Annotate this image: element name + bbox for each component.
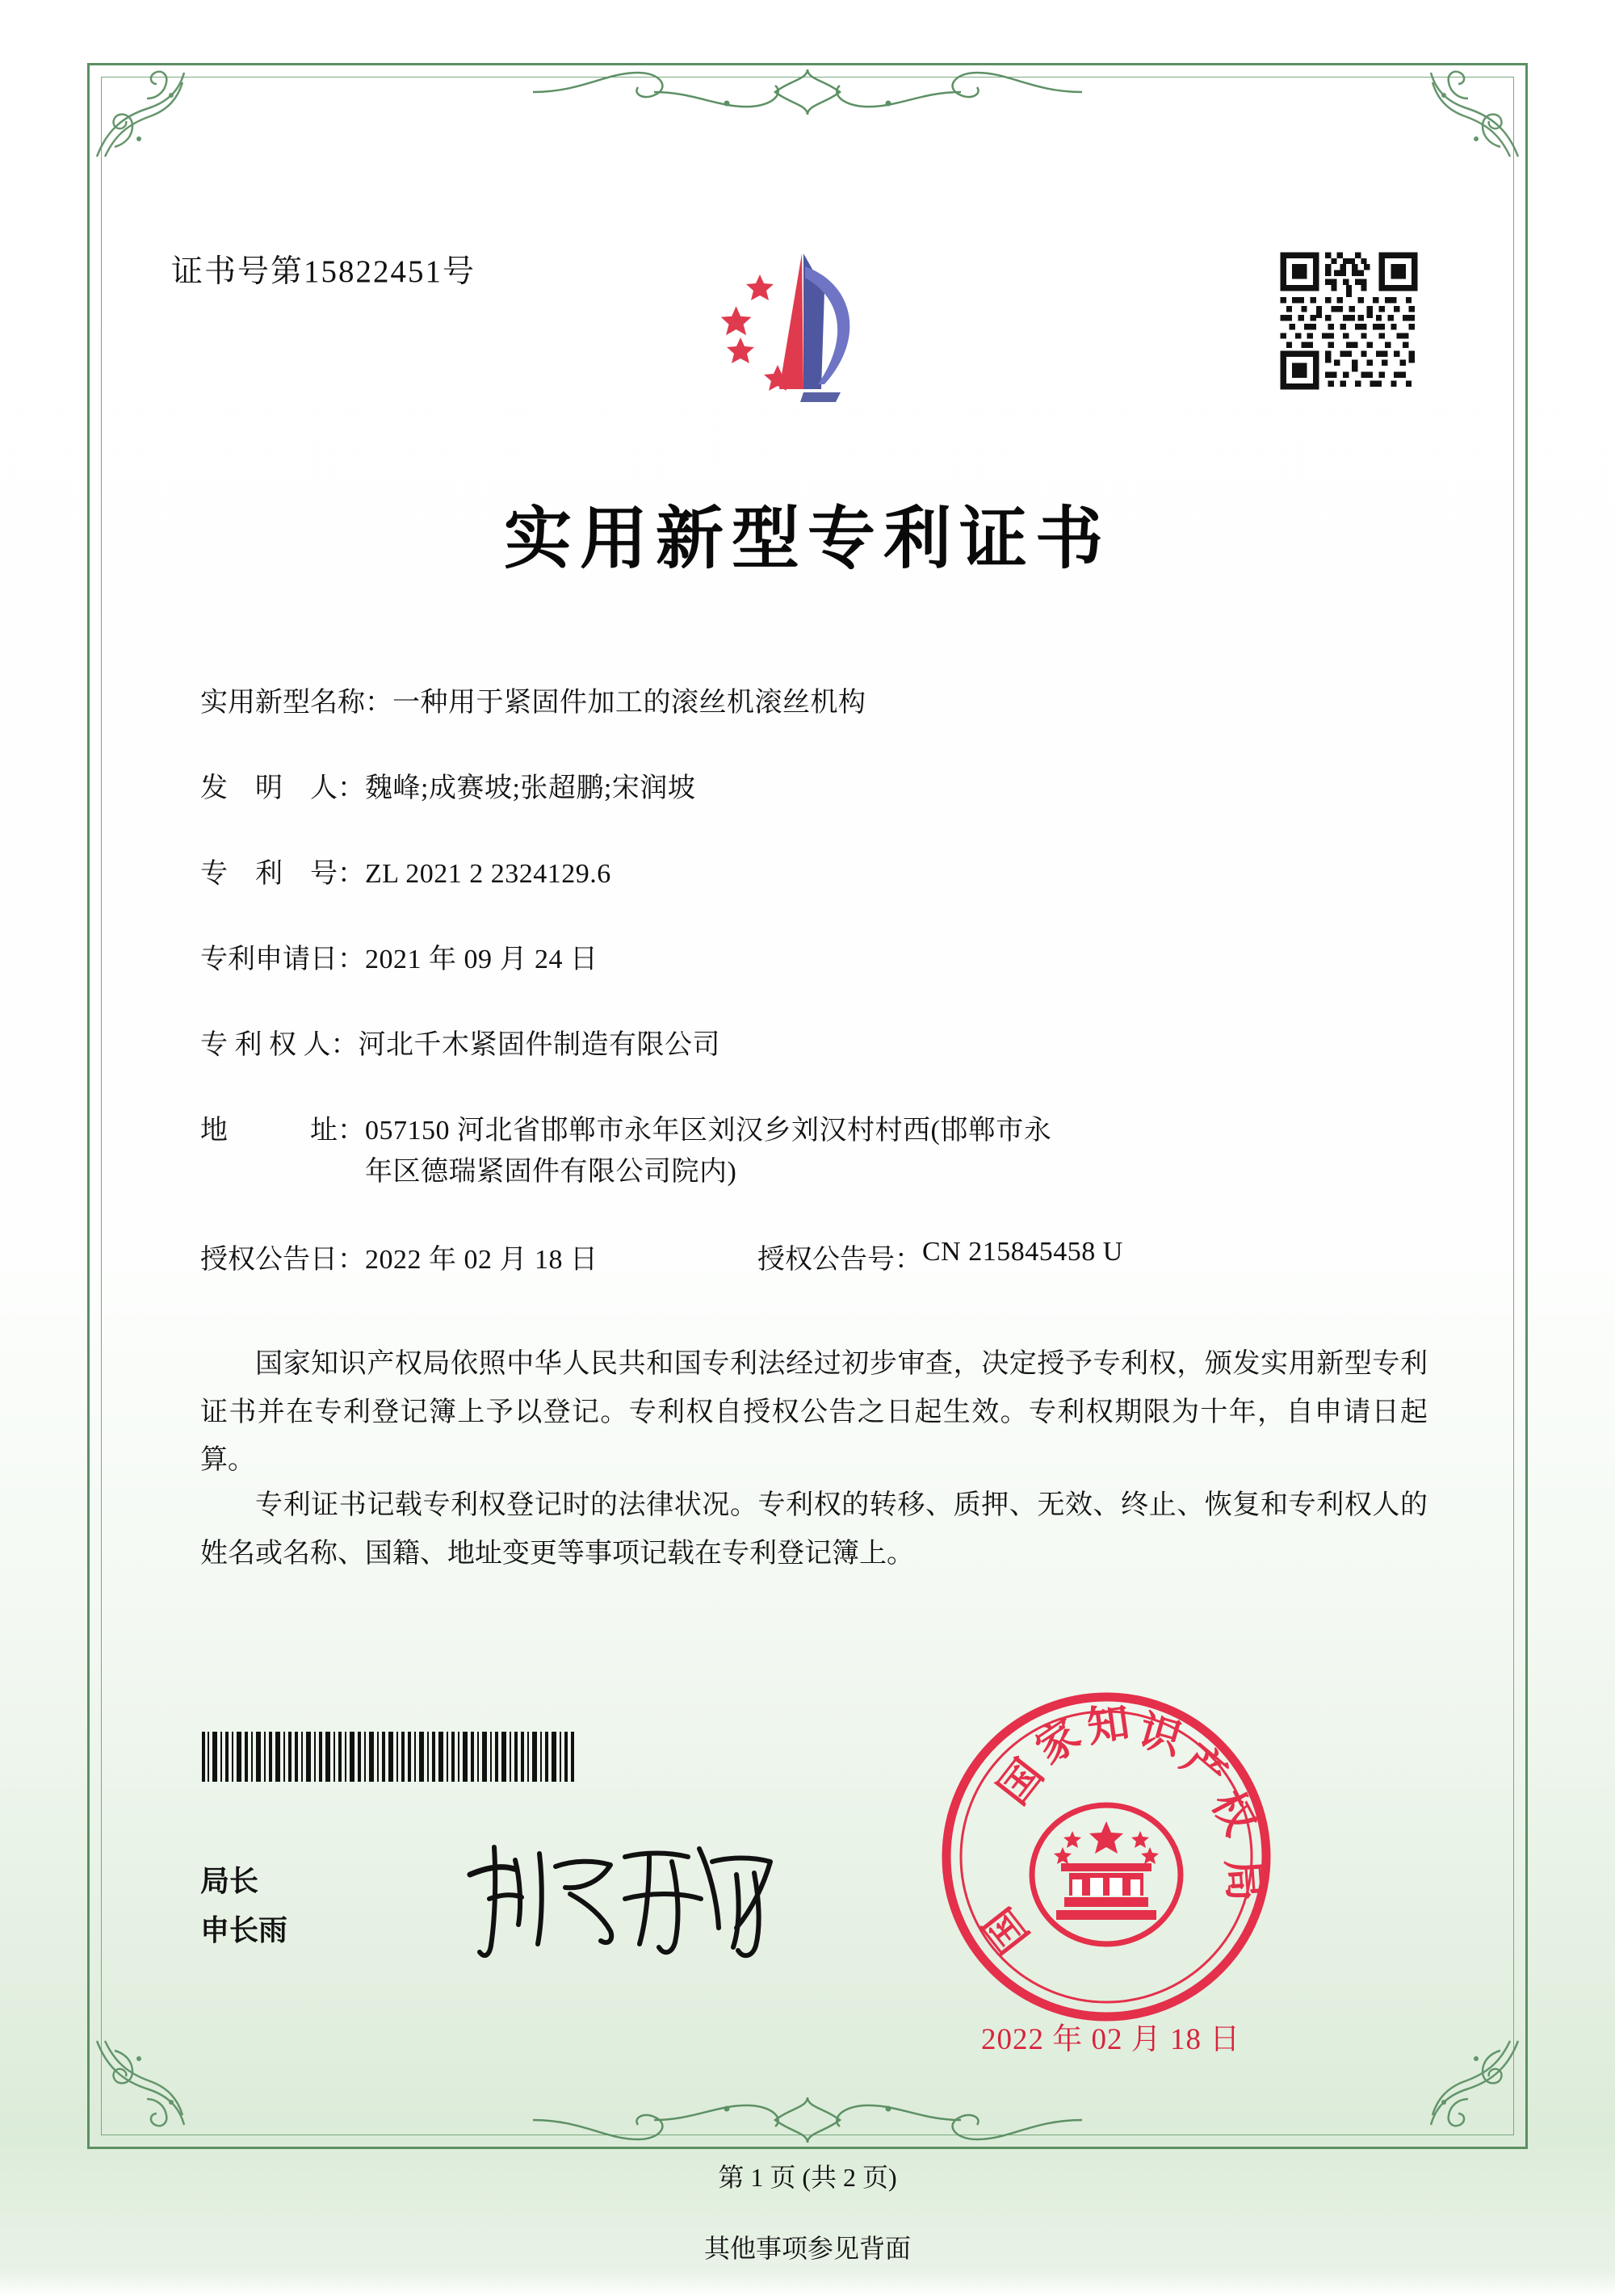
- bottom-ornament-icon: [533, 2091, 1082, 2147]
- field-value: CN 215845458 U: [922, 1237, 1123, 1267]
- paragraph-legal-status: 专利证书记载专利权登记时的法律状况。专利权的转移、质押、无效、终止、恢复和专利权人的姓名或名称、国籍、地址变更等事项记载在专利登记簿上。: [200, 1490, 1428, 1569]
- official-seal-icon: [937, 1687, 1276, 2026]
- field-value: 一种用于紧固件加工的滚丝机滚丝机构: [392, 688, 866, 718]
- cnipa-logo-icon: [682, 242, 908, 428]
- field-label: 专 利 权 人：: [200, 1030, 359, 1060]
- field-label: 授权公告号：: [757, 1245, 922, 1275]
- field-value-group: [365, 1110, 1428, 1192]
- field-address: [200, 1110, 1428, 1192]
- field-value: 河北千木紧固件制造有限公司: [358, 1030, 720, 1060]
- director-name: 申长雨: [200, 1914, 288, 1947]
- paragraph-grant-statement: 国家知识产权局依照中华人民共和国专利法经过初步审查，决定授予专利权，颁发实用新型专利证书并在专利登记簿上予以登记。专利权自授权公告之日起生效。专利权期限为十年，自申请日起算。: [200, 1349, 1428, 1475]
- field-value: 2021 年 09 月 24 日: [365, 945, 598, 974]
- svg-text:权: 权: [1202, 1783, 1265, 1844]
- field-value: ZL 2021 2 2324129.6: [365, 859, 611, 889]
- corner-ornament-icon: [1403, 2034, 1525, 2131]
- field-utility-model-name: [200, 682, 1428, 723]
- field-patentee: [200, 1024, 1428, 1066]
- grant-row: [200, 1237, 1428, 1276]
- page-number: 第 1 页 (共 2 页): [718, 2163, 897, 2192]
- page-title: 实用新型专利证书: [503, 498, 1111, 578]
- field-label: 专利申请日：: [200, 945, 365, 974]
- top-ornament-icon: [533, 65, 1082, 121]
- qr-code-icon: [1274, 246, 1424, 396]
- corner-ornament-icon: [90, 2034, 212, 2131]
- field-label: 专 利 号：: [200, 859, 365, 889]
- fields-block: [200, 682, 1428, 1321]
- field-grant-date: [200, 1237, 757, 1276]
- field-value: 2022 年 02 月 18 日: [365, 1245, 598, 1275]
- field-value: 魏峰;成赛坡;张超鹏;宋润坡: [365, 773, 696, 803]
- svg-text:国: 国: [974, 1898, 1039, 1963]
- address-line-2: 年区德瑞紧固件有限公司院内): [365, 1157, 737, 1187]
- field-grant-number: [757, 1237, 1428, 1276]
- certificate-number: 证书号第15822451号: [171, 254, 476, 289]
- director-block: [200, 1857, 287, 1955]
- address-line-1: 057150 河北省邯郸市永年区刘汉乡刘汉村村西(邯郸市永: [365, 1116, 1052, 1146]
- svg-text:知: 知: [1084, 1697, 1133, 1753]
- field-application-date: [200, 939, 1428, 980]
- svg-text:识: 识: [1133, 1705, 1188, 1765]
- field-inventors: [200, 768, 1428, 809]
- svg-text:产: 产: [1172, 1734, 1236, 1800]
- svg-text:家: 家: [1026, 1709, 1089, 1774]
- field-label: 实用新型名称：: [200, 688, 392, 718]
- barcode-icon: [200, 1732, 604, 1782]
- corner-ornament-icon: [1403, 66, 1525, 163]
- corner-ornament-icon: [90, 66, 212, 163]
- seal-date: 2022 年 02 月 18 日: [981, 2023, 1241, 2056]
- svg-text:国: 国: [988, 1749, 1054, 1814]
- director-title-label: 局长: [200, 1865, 259, 1897]
- director-signature-icon: [452, 1825, 791, 1970]
- field-patent-number: [200, 853, 1428, 895]
- back-page-note: 其他事项参见背面: [703, 2234, 911, 2263]
- field-label: 发 明 人：: [200, 773, 365, 803]
- field-label: 地 址：: [200, 1116, 365, 1146]
- field-label: 授权公告日：: [200, 1245, 365, 1275]
- svg-text:局: 局: [1217, 1857, 1269, 1903]
